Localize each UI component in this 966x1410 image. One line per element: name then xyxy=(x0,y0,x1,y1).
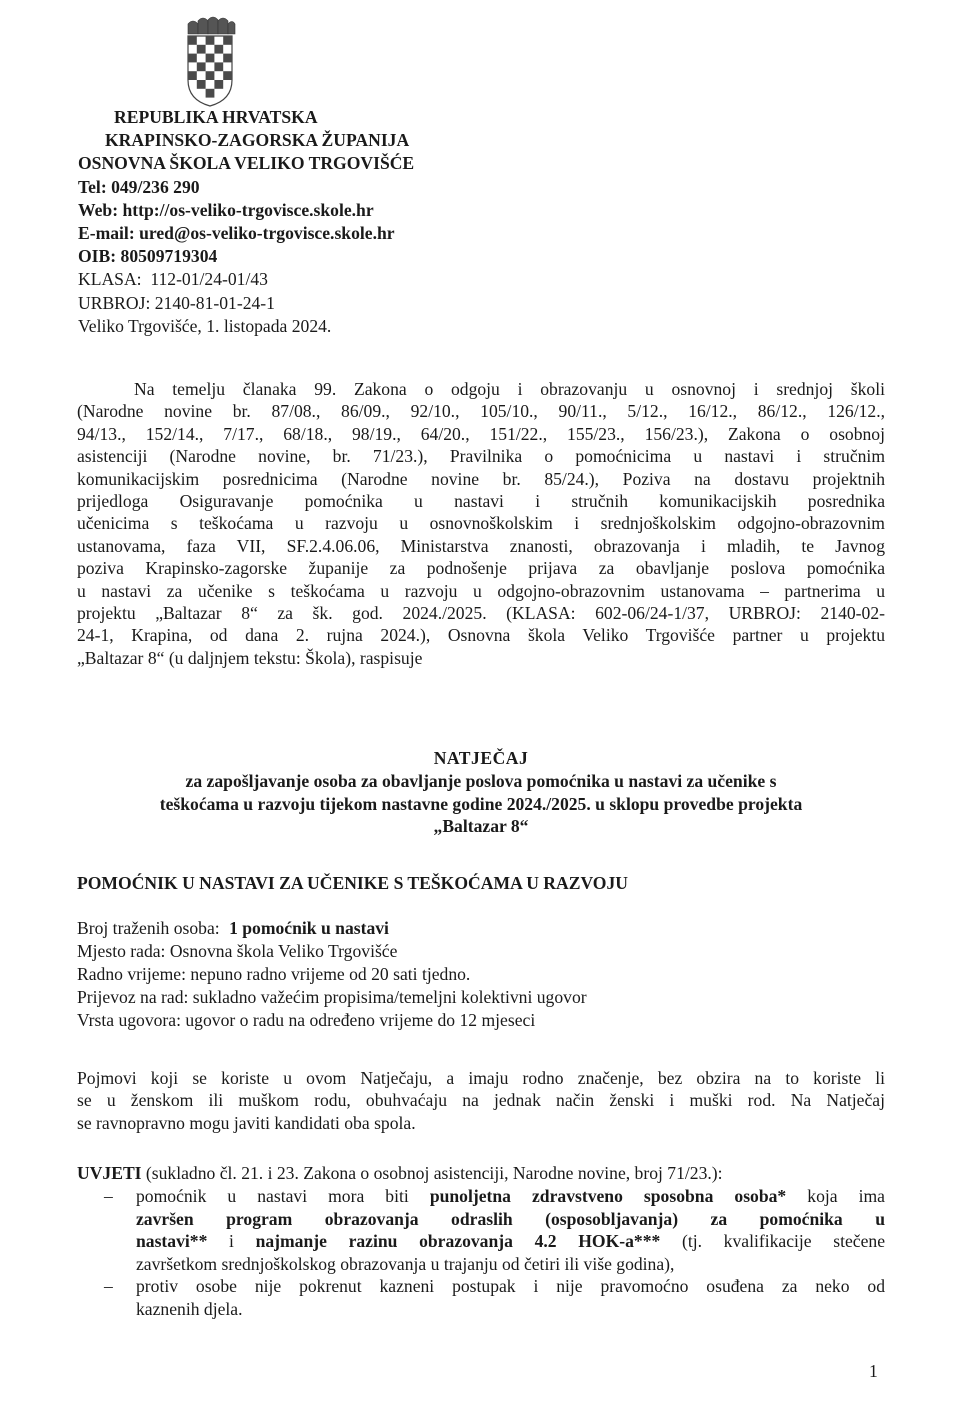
letterhead xyxy=(78,106,898,338)
intro-line: 94/13., 152/14., 7/17., 68/18., 98/19., 64/20., 151/22., 155/23., 156/23.), Zakona o osobnoj xyxy=(77,423,885,444)
country-name: REPUBLIKA HRVATSKA xyxy=(114,107,318,127)
title-line: za zapošljavanje osoba za obavljanje poslova pomoćnika u nastavi za učenike s xyxy=(185,770,777,791)
intro-line: „Baltazar 8“ (u daljnjem tekstu: Škola), raspisuje xyxy=(77,647,423,668)
condition-item xyxy=(77,1185,885,1275)
school-phone: Tel: 049/236 290 xyxy=(78,176,200,197)
county-name: KRAPINSKO-ZAGORSKA ŽUPANIJA xyxy=(105,130,410,151)
conditions-lead xyxy=(77,1162,885,1185)
text-span-bold: nastavi** xyxy=(136,1231,208,1252)
intro-line: ustanovama, faza VII, SF.2.4.06.06, Ministarstva znanosti, obrazovanja i mladih, te Javnog xyxy=(77,535,885,556)
condition-line: završetkom srednjoškolskog obrazovanja u trajanju od četiri ili više godina), xyxy=(136,1253,675,1274)
intro-line: učenicima s teškoćama u razvoju u osnovnoškolskim i srednjoškolskim odgojno-obrazovnim xyxy=(77,513,885,534)
condition-line xyxy=(136,1208,885,1231)
text-span-bold: završen program obrazovanja odraslih (osposobljavanja) za pomoćnika u xyxy=(136,1208,885,1229)
intro-line: (Narodne novine br. 87/08., 86/09., 92/10., 105/10., 90/11., 5/12., 16/12., 86/12., 126/12., xyxy=(77,401,885,422)
place-and-date: Veliko Trgovišće, 1. listopada 2024. xyxy=(78,315,332,336)
conditions-lead-text: (sukladno čl. 21. i 23. Zakona o osobnoj asistenciji, Narodne novine, broj 71/23.): xyxy=(141,1163,723,1183)
gender-paragraph xyxy=(77,1067,885,1134)
position-title: POMOĆNIK U NASTAVI ZA UČENIKE S TEŠKOĆAMA U RAZVOJU xyxy=(77,873,628,893)
working-hours: Radno vrijeme: nepuno radno vrijeme od 20 sati tjedno. xyxy=(77,964,471,985)
intro-line: poziva Krapinsko-zagorske županije za podnošenje prijava za obavljanje poslova pomoćnika xyxy=(77,558,885,579)
gender-line: se u ženskom ili muškom rodu, obuhvaćaju na jednak način ženski i muški rod. Na Natječaj xyxy=(77,1090,885,1111)
transport-info: Prijevoz na rad: sukladno važećim propisima/temeljni kolektivni ugovor xyxy=(77,987,587,1008)
coat-of-arms-icon xyxy=(184,16,236,108)
intro-line: projektu „Baltazar 8“ za šk. god. 2024./2025. (KLASA: 602-06/24-1/37, URBROJ: 2140-02- xyxy=(77,602,885,623)
school-website: Web: http://os-veliko-trgovisce.skole.hr xyxy=(78,199,374,220)
text-span-bold: najmanje razinu obrazovanja 4.2 HOK-a*** xyxy=(255,1231,661,1252)
intro-paragraph xyxy=(77,378,885,669)
text-span: koja ima xyxy=(786,1186,885,1206)
dash-bullet: – xyxy=(104,1186,113,1206)
condition-line xyxy=(136,1185,885,1208)
klasa-number: KLASA: 112-01/24-01/43 xyxy=(78,269,268,290)
job-info-list xyxy=(77,917,885,1032)
title-heading: NATJEČAJ xyxy=(433,748,529,768)
persons-count-value: 1 pomoćnik u nastavi xyxy=(229,918,389,938)
gender-line: se ravnopravno mogu javiti kandidati oba spola. xyxy=(77,1112,416,1133)
intro-line: 24-1, Krapina, od dana 2. rujna 2024.), Osnovna škola Veliko Trgovišće partner u projektu xyxy=(77,625,885,646)
text-span-bold: punoljetna zdravstveno sposobna osoba* xyxy=(429,1186,787,1206)
gender-line: Pojmovi koji se koriste u ovom Natječaju, a imaju rodno značenje, bez obzira na to koriste li xyxy=(77,1068,885,1088)
title-line: „Baltazar 8“ xyxy=(433,816,529,837)
text-span: (tj. kvalifikacije stečene xyxy=(660,1231,886,1252)
school-oib: OIB: 80509719304 xyxy=(78,246,218,267)
persons-count-label: Broj traženih osoba: xyxy=(77,918,220,938)
contract-type: Vrsta ugovora: ugovor o radu na određeno vrijeme do 12 mjeseci xyxy=(77,1010,536,1031)
school-name: OSNOVNA ŠKOLA VELIKO TRGOVIŠĆE xyxy=(78,153,415,174)
page-number: 1 xyxy=(869,1361,878,1381)
condition-line: kaznenih djela. xyxy=(136,1298,243,1319)
condition-line: protiv osobe nije pokrenut kazneni postupak i nije pravomoćno osuđena za neko od xyxy=(136,1276,885,1297)
conditions-section xyxy=(77,1162,885,1321)
conditions-label: UVJETI xyxy=(77,1163,142,1183)
intro-line: asistenciji (Narodne novine, br. 71/23.), Pravilnika o pomoćnicima u nastavi i stručnim xyxy=(77,446,885,467)
urbroj-number: URBROJ: 2140-81-01-24-1 xyxy=(78,292,275,313)
school-email: E-mail: ured@os-veliko-trgovisce.skole.hr xyxy=(78,222,395,243)
intro-line: u nastavi za učenike s teškoćama u razvoju u odgojno-obrazovnim ustanovama – partnerima u xyxy=(77,580,885,601)
text-span: pomoćnik u nastavi mora biti xyxy=(136,1186,430,1206)
text-span: i xyxy=(207,1231,256,1252)
condition-line xyxy=(136,1230,885,1253)
dash-bullet: – xyxy=(104,1276,113,1297)
persons-count xyxy=(77,917,885,940)
work-location: Mjesto rada: Osnovna škola Veliko Trgovišće xyxy=(77,941,398,962)
intro-line: prijedloga Osiguravanje pomoćnika u nastavi i stručnih komunikacijskih posrednika xyxy=(77,490,885,511)
intro-line: komunikacijskim posrednicima (Narodne novine br. 85/24.), Poziva na dostavu projektnih xyxy=(77,468,885,489)
condition-item xyxy=(77,1275,885,1320)
announcement-title xyxy=(77,747,885,838)
title-line: teškoćama u razvoju tijekom nastavne godine 2024./2025. u sklopu provedbe projekta xyxy=(159,793,803,814)
intro-line: Na temelju članaka 99. Zakona o odgoju i obrazovanju u osnovnoj i srednjoj školi xyxy=(134,379,885,399)
